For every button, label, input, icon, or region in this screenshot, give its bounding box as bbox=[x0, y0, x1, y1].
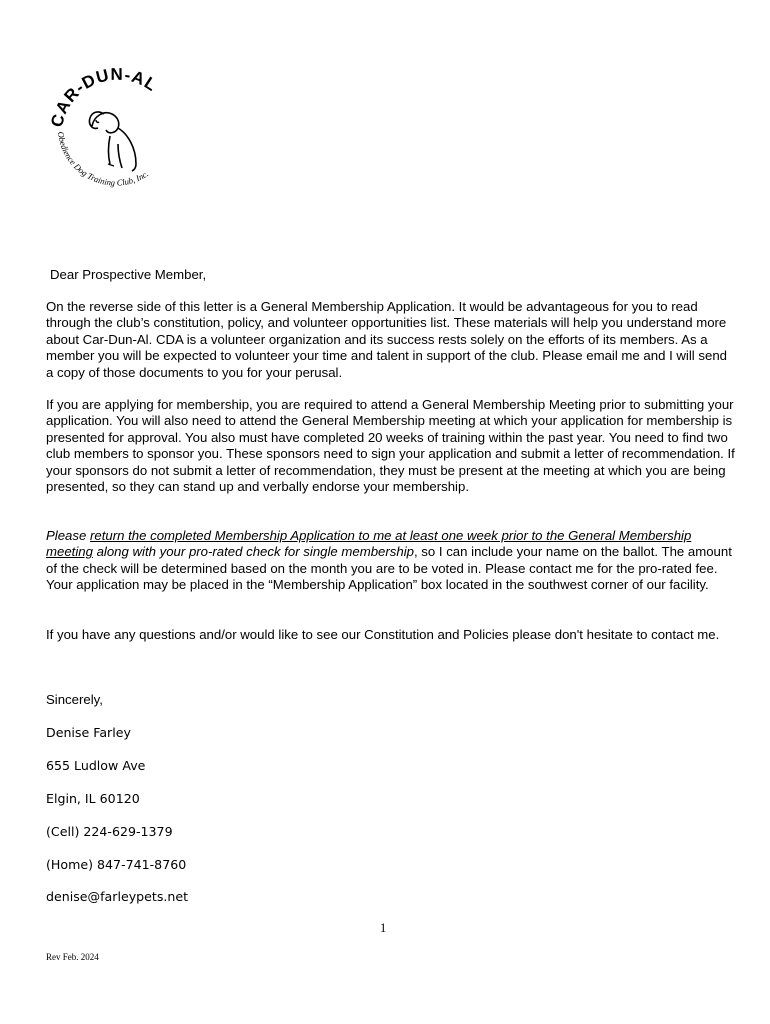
paragraph-return-application bbox=[46, 528, 736, 594]
street-address: 655 Ludlow Ave bbox=[46, 758, 146, 773]
paragraph-questions: If you have any questions and/or would like to see our Constitution and Policies please don't hesitate to contact me. bbox=[46, 627, 720, 642]
paragraph-applying: If you are applying for membership, you are required to attend a General Membership Meeting prior to submitting your application. You will also need to attend the General Membership meeting at which your application for membership is presented for approval. You also must have completed 20 weeks of training within the past year. You need to find two club members to sponsor you. These sponsors need to sign your application and submit a letter of recommendation. If your sponsors do not submit a letter of recommendation, they must be present at the meeting at which you are being presented, so they can stand up and verbally endorse your membership. bbox=[46, 397, 735, 495]
home-phone: (Home) 847-741-8760 bbox=[46, 857, 187, 872]
page-number: 1 bbox=[380, 921, 387, 935]
club-logo bbox=[48, 60, 178, 205]
revision-date: Rev Feb. 2024 bbox=[46, 952, 99, 962]
ballot-text: , so I can include your name on the ballot. The amount of the check will be determined based on the month you are to be voted in. Please contact me for the pro-rated fee. Your application may be placed in the “Membership Application” box located in the southwest corner of our facility. bbox=[46, 544, 732, 593]
logo-subtitle: Obedience Dog Training Club, Inc. bbox=[55, 130, 151, 188]
city-state-zip: Elgin, IL 60120 bbox=[46, 791, 140, 806]
please-text: Please bbox=[46, 528, 90, 543]
signer-name: Denise Farley bbox=[46, 725, 131, 740]
logo-title: CAR-DUN-AL bbox=[47, 64, 161, 129]
cell-phone: (Cell) 224-629-1379 bbox=[46, 824, 173, 839]
closing: Sincerely, bbox=[46, 692, 103, 707]
email-address: denise@farleypets.net bbox=[46, 889, 189, 904]
greeting: Dear Prospective Member, bbox=[50, 267, 207, 282]
return-instruction-text: return the completed Membership Application to me at least one week prior to the General Membership meeting bbox=[46, 528, 692, 560]
paragraph-reverse-side: On the reverse side of this letter is a General Membership Application. It would be advantageous for you to read through the club’s constitution, policy, and volunteer opportunities list. These materials will help you understand more about Car-Dun-Al. CDA is a volunteer organization and its success rests solely on the efforts of its members. As a member you will be expected to volunteer your time and talent in support of the club. Please email me and I will send a copy of those documents to you for your perusal. bbox=[46, 299, 727, 380]
dog-logo-icon bbox=[48, 60, 178, 205]
prorated-check-text: along with your pro-rated check for single membership bbox=[92, 544, 414, 560]
